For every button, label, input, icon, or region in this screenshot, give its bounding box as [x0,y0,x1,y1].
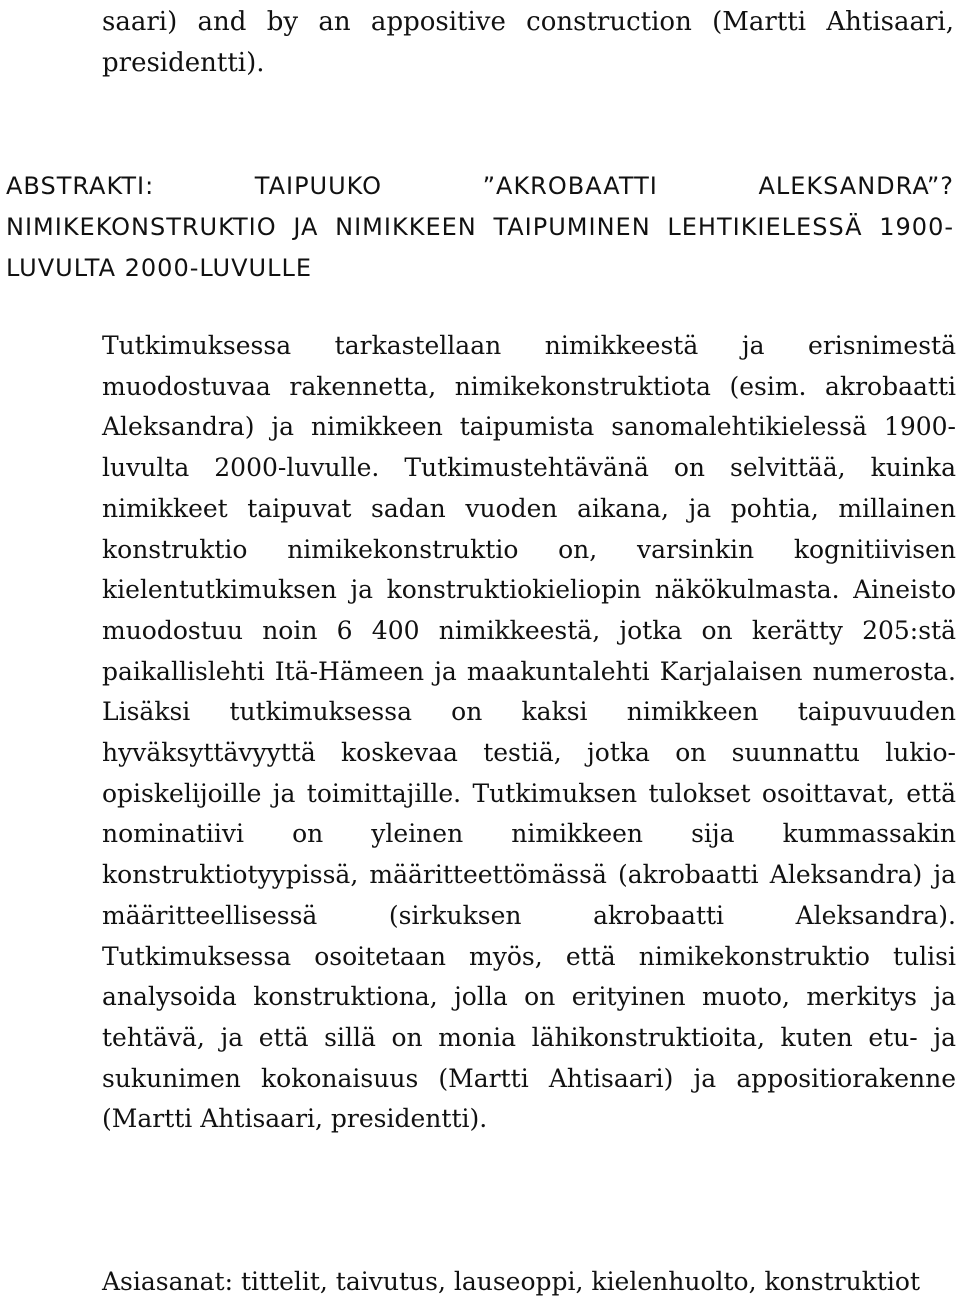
abstract-paragraph: Tutkimuksessa tarkastellaan nimikkeestä ja erisnimestä muodostuvaa rakennetta, nimikekonstruktiota (esim. akrobaatti Aleksandra) ja nimikkeen taipumista sanomalehtikielessä 1900-luvulta 2000-luvulle. Tutkimustehtävänä on selvittää, kuinka nimikkeet taipuvat sadan vuoden aikana, ja pohtia, millainen konstruktio nimikekonstruktio on, varsinkin kognitiivisen kielentutkimuksen ja konstruktiokieliopin näkökulmasta. Aineisto muodostuu noin 6 400 nimikkeestä, jotka on kerätty 205:stä paikallislehti Itä-Hämeen ja maakuntalehti Karjalaisen numerosta. Lisäksi tutkimuksessa on kaksi nimikkeen taipuvuuden hyväksyttävyyttä koskevaa testiä, jotka on suunnattu lukio-opiskelijoille ja toimittajille. Tutkimuksen tulokset osoittavat, että nominatiivi on yleinen nimikkeen sija kummassakin konstruktiotyypissä, määritteettömässä (akrobaatti Aleksandra) ja määritteellisessä (sirkuksen akrobaatti Aleksandra). Tutkimuksessa osoitetaan myös, että nimikekonstruktio tulisi analysoida konstruktiona, jolla on erityinen muoto, merkitys ja tehtävä, ja että sillä on monia lähikonstruktioita, kuten etu- ja sukunimen kokonaisuus (Martti Ahtisaari) ja appositiorakenne (Martti Ahtisaari, presidentti). [102,331,956,1134]
abstract-heading: ABSTRAKTI: TAIPUUKO ”AKROBAATTI ALEKSANDRA”? NIMIKEKONSTRUKTIO JA NIMIKKEEN TAIPUMINEN LEHTIKIELESSÄ 1900-LUVULTA 2000-LUVULLE [6,172,954,282]
carryover-paragraph: saari) and by an appositive construction (Martti Ahtisaari, presidentti). [102,7,954,78]
keywords-line: Asiasanat: tittelit, taivutus, lauseoppi, kielenhuolto, konstruktiot [102,1267,921,1296]
